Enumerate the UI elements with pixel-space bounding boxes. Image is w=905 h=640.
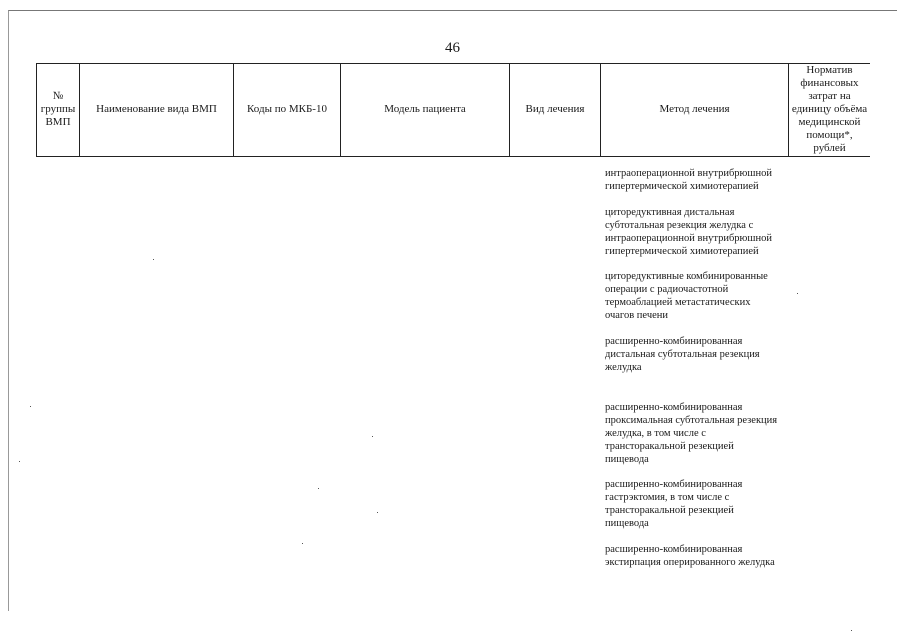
header-group-number: № группы ВМП <box>40 89 76 128</box>
scan-speck <box>30 406 31 407</box>
treatment-method-entry: расширенно-комбинированная проксимальная субтотальная резекция желудка, в том числе с трансторакальной резекцией пищевода <box>605 402 778 465</box>
scan-speck <box>302 543 303 544</box>
scan-speck <box>797 293 798 294</box>
scan-speck <box>377 512 378 513</box>
scan-speck <box>372 436 373 437</box>
scan-speck <box>153 259 154 260</box>
treatment-method-entry: интраоперационной внутрибрюшной гипертермической химиотерапией <box>605 168 772 192</box>
scan-speck <box>318 488 319 489</box>
treatment-method-entry: расширенно-комбинированная экстирпация оперированного желудка <box>605 544 775 568</box>
page-number: 46 <box>445 40 460 56</box>
treatment-method-entry: расширенно-комбинированная дистальная субтотальная резекция желудка <box>605 336 760 373</box>
treatment-method-entry: циторедуктивные комбинированные операции с радиочастотной термоаблацией метастатических очагов печени <box>605 271 768 321</box>
header-treatment-method: Метод лечения <box>659 102 730 115</box>
scan-speck <box>851 630 852 631</box>
header-patient-model: Модель пациента <box>384 102 466 115</box>
header-vmp-name: Наименование вида ВМП <box>96 102 217 115</box>
treatment-method-entry: циторедуктивная дистальная субтотальная резекция желудка с интраоперационной внутрибрюшной гипертермической химиотерапией <box>605 207 772 257</box>
header-cost-norm: Норматив финансовых затрат на единицу объёма медицинской помощи*, рублей <box>791 63 868 154</box>
header-treatment-type: Вид лечения <box>525 102 585 115</box>
header-mkb-codes: Коды по МКБ-10 <box>247 102 327 115</box>
treatment-method-entry: расширенно-комбинированная гастрэктомия, в том числе с трансторакальной резекцией пищевода <box>605 479 743 529</box>
scan-speck <box>19 461 20 462</box>
